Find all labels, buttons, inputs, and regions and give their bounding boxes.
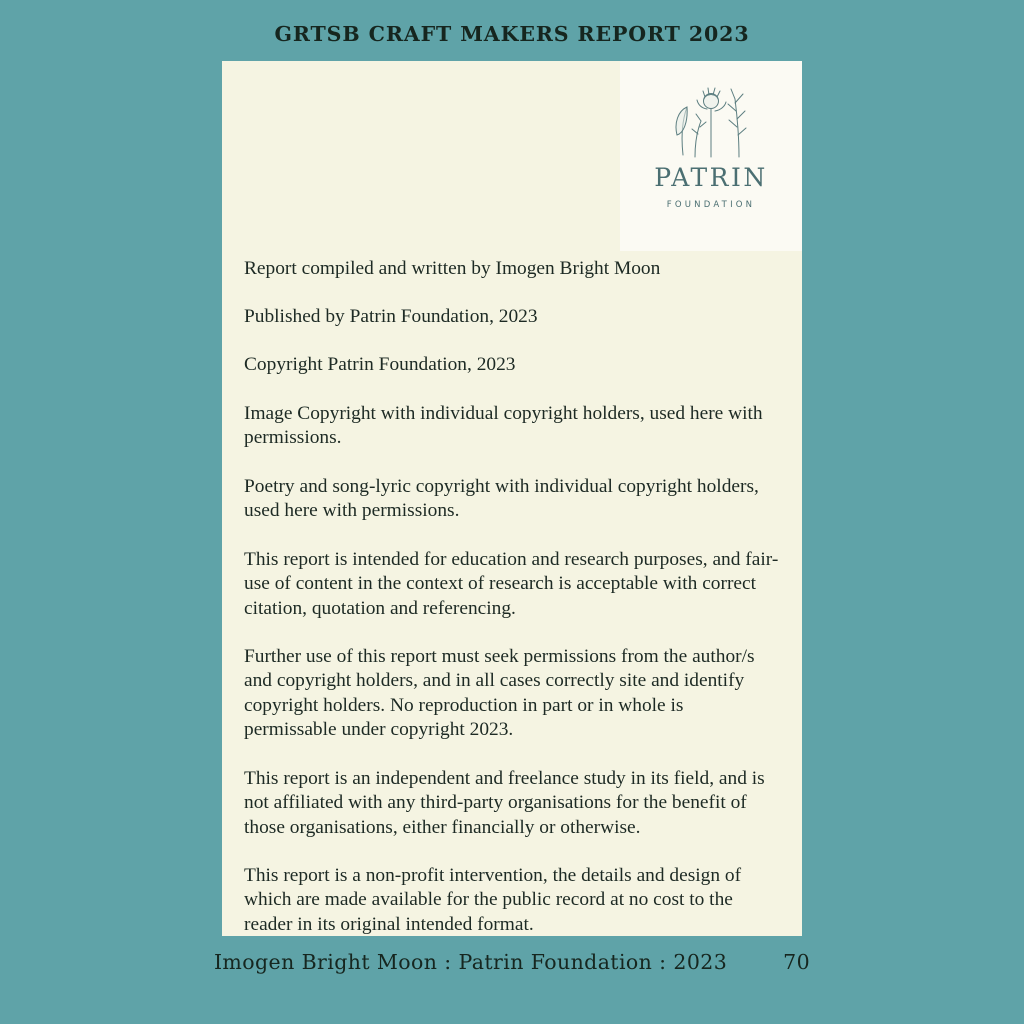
paragraph: Published by Patrin Foundation, 2023: [244, 306, 538, 328]
paragraph: Image Copyright with individual copyright holders, used here with permissions.: [244, 402, 763, 449]
page-number: 70: [783, 949, 811, 974]
paragraph: Report compiled and written by Imogen Bright Moon: [244, 257, 661, 279]
logo-subtitle: FOUNDATION: [666, 199, 756, 210]
flower-sprig-illustration: [651, 77, 771, 163]
document-sheet: [222, 61, 802, 936]
paragraph: Copyright Patrin Foundation, 2023: [244, 354, 516, 376]
paragraph: This report is intended for education and research purposes, and fair-use of content in the context of research is acceptable with correct citation, quotation and referencing.: [244, 548, 779, 619]
paragraph: This report is an independent and freelance study in its field, and is not affiliated with any third-party organisations for the benefit of those organisations, either financially or otherwise.: [244, 767, 765, 838]
copyright-text-block: [244, 257, 780, 936]
patrin-foundation-logo: [620, 61, 802, 251]
page-title: GRTSB CRAFT MAKERS REPORT 2023: [274, 22, 750, 46]
paragraph: This report is a non-profit intervention, the details and design of which are made available for the public record at no cost to the reader in its original intended format.: [244, 865, 742, 935]
logo-wordmark: PATRIN: [654, 162, 768, 192]
page-footer: [214, 950, 810, 974]
paragraph: Further use of this report must seek permissions from the author/s and copyright holders, and in all cases correctly site and identify copyright holders. No reproduction in part or in whole is permissable under copyright 2023.: [244, 645, 755, 741]
footer-credit: Imogen Bright Moon : Patrin Foundation : 2023: [213, 949, 728, 974]
paragraph: Poetry and song-lyric copyright with individual copyright holders, used here with permissions.: [244, 475, 759, 522]
